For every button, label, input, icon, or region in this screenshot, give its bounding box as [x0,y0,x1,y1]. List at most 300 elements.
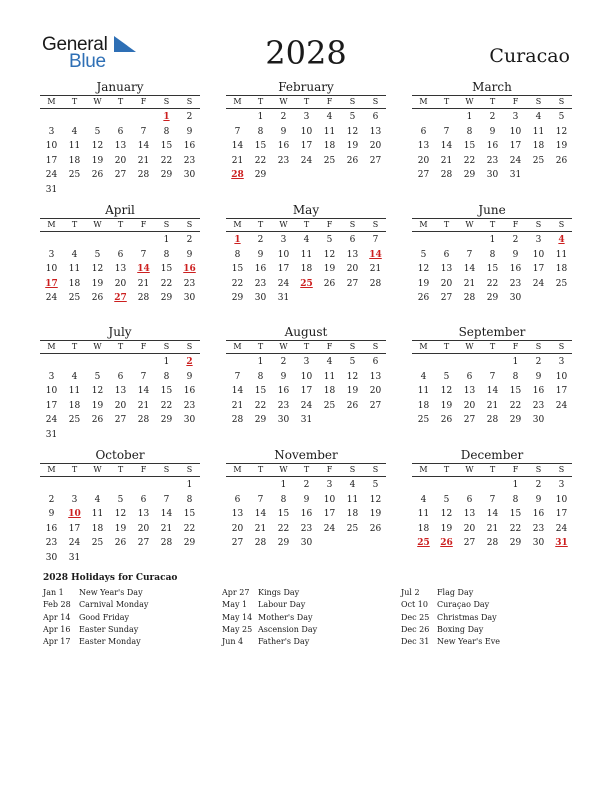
holiday-name: Boxing Day [437,624,484,634]
day-cell: 19 [555,141,568,151]
holiday-day-cell: 14 [137,264,150,274]
weekday-label: T [117,342,124,351]
year-title: 2028 [265,34,347,72]
day-cell: 31 [509,170,522,180]
day-cell: 29 [509,415,522,425]
empty-day-cell [435,110,458,125]
day-cell: 22 [231,278,244,289]
day-cell: 26 [91,170,104,180]
day-cell: 13 [369,371,382,382]
day-grid [226,233,386,306]
day-cell: 8 [163,371,170,382]
day-cell: 1 [257,357,264,367]
day-cell: 13 [417,141,430,151]
day-cell: 27 [137,538,150,548]
holiday-column [401,587,500,648]
day-cell: 16 [532,386,545,396]
empty-day-cell [63,478,86,493]
weekday-header-row [412,218,572,232]
day-cell: 9 [280,126,287,137]
month-name: March [472,80,512,94]
day-cell: 1 [163,357,170,367]
day-cell: 28 [486,538,499,548]
day-cell: 12 [323,249,336,260]
day-cell: 29 [509,538,522,548]
day-cell: 27 [417,170,430,180]
holiday-name: Flag Day [437,588,474,597]
day-cell: 28 [137,170,150,180]
day-cell: 8 [466,126,473,137]
weekday-label: M [419,342,428,351]
day-cell: 22 [509,400,522,411]
weekday-label: F [512,342,519,351]
day-cell: 24 [555,523,568,534]
month-july [40,325,200,442]
day-cell: 10 [300,371,313,382]
holiday-name: Ascension Day [258,624,318,634]
holiday-row [43,624,148,636]
day-cell: 13 [231,509,244,519]
day-cell: 12 [91,141,104,151]
day-cell: 8 [257,371,264,382]
day-grid [40,233,200,306]
holiday-date: Feb 28 [43,600,71,610]
empty-day-cell [40,110,63,125]
holiday-date: Jun 4 [222,637,244,647]
day-cell: 8 [489,249,496,260]
day-cell: 23 [532,523,545,534]
weekday-label: S [163,465,170,474]
weekday-label: W [465,97,474,106]
day-cell: 17 [45,155,58,166]
day-cell: 17 [68,523,81,534]
day-cell: 21 [231,155,244,166]
day-cell: 21 [486,400,499,411]
day-cell: 2 [280,357,287,367]
day-cell: 12 [440,386,453,396]
day-cell: 20 [463,523,476,534]
day-cell: 26 [346,155,359,166]
day-cell: 4 [349,480,356,490]
day-cell: 3 [303,112,310,122]
empty-day-cell [109,233,132,248]
day-cell: 21 [137,400,150,411]
day-cell: 8 [280,494,287,505]
day-cell: 19 [91,400,104,411]
day-grid [412,478,572,551]
weekday-label: T [489,220,496,229]
day-cell: 1 [466,112,473,122]
weekday-label: S [372,220,379,229]
empty-day-cell [63,110,86,125]
empty-day-cell [435,233,458,248]
day-cell: 5 [443,494,450,505]
weekday-label: F [512,465,519,474]
day-cell: 26 [91,415,104,425]
day-cell: 30 [532,538,545,548]
month-june [412,203,572,306]
day-cell: 27 [114,170,127,180]
weekday-label: T [443,220,450,229]
day-cell: 16 [277,386,290,396]
month-november [226,448,386,551]
day-cell: 14 [137,141,150,151]
day-cell: 9 [186,126,193,137]
holiday-row [222,636,317,648]
day-grid [40,478,200,565]
day-cell: 31 [68,552,81,563]
day-cell: 25 [68,170,81,180]
day-cell: 4 [94,494,101,505]
weekday-label: W [93,220,102,229]
holiday-day-cell: 1 [163,112,170,122]
day-cell: 10 [277,249,290,260]
day-cell: 22 [277,523,290,534]
day-cell: 20 [231,523,244,534]
day-cell: 18 [346,509,359,519]
weekday-header-row [226,95,386,109]
holiday-date: Dec 31 [401,637,430,647]
weekday-label: T [443,342,450,351]
holidays-title: 2028 Holidays for Curacao [43,573,178,583]
day-cell: 5 [94,249,101,260]
day-cell: 7 [466,249,473,260]
day-cell: 16 [509,264,522,274]
day-cell: 17 [277,264,290,274]
day-cell: 30 [509,293,522,303]
day-cell: 13 [346,249,359,260]
weekday-label: T [71,465,78,474]
weekday-label: T [257,342,264,351]
day-cell: 12 [555,126,568,137]
weekday-label: M [47,220,56,229]
weekday-header-row [226,218,386,232]
day-cell: 3 [535,235,542,245]
weekday-label: T [117,97,124,106]
day-cell: 15 [160,386,173,396]
day-cell: 5 [94,371,101,382]
month-name: December [460,448,524,462]
day-cell: 30 [183,415,196,425]
day-cell: 12 [346,126,359,137]
holiday-name: Father's Day [258,637,310,647]
empty-day-cell [412,233,435,248]
holiday-column [222,587,317,648]
day-cell: 6 [349,235,356,245]
weekday-label: S [372,465,379,474]
day-cell: 14 [440,141,453,151]
day-cell: 5 [372,480,379,490]
holiday-day-cell: 10 [68,509,81,519]
weekday-label: S [186,465,193,474]
day-cell: 17 [555,386,568,396]
month-name: June [478,203,506,217]
day-cell: 16 [532,509,545,519]
holiday-date: May 14 [222,612,253,622]
day-cell: 14 [160,509,173,519]
logo-text-blue: Blue [69,51,106,72]
weekday-label: S [558,220,565,229]
day-cell: 20 [440,278,453,289]
day-cell: 29 [160,293,173,303]
holiday-day-cell: 16 [183,264,196,274]
holiday-name: Easter Sunday [79,624,139,634]
day-cell: 24 [300,155,313,166]
empty-day-cell [109,355,132,370]
day-cell: 15 [160,264,173,274]
weekday-label: F [140,342,147,351]
weekday-label: T [303,465,310,474]
empty-day-cell [412,110,435,125]
weekday-label: S [349,465,356,474]
day-cell: 19 [323,264,336,274]
empty-day-cell [109,110,132,125]
day-cell: 9 [489,126,496,137]
day-cell: 31 [45,184,58,195]
day-cell: 8 [163,126,170,137]
day-cell: 15 [231,264,244,274]
day-cell: 21 [486,523,499,534]
country-title: Curacao [489,45,570,67]
holiday-date: Apr 27 [222,588,250,597]
day-cell: 29 [463,170,476,180]
day-cell: 24 [68,538,81,548]
empty-day-cell [86,478,109,493]
weekday-label: T [443,97,450,106]
holiday-name: New Year's Day [79,588,143,597]
day-cell: 8 [512,494,519,505]
day-cell: 13 [114,264,127,274]
day-cell: 15 [160,141,173,151]
holiday-date: Dec 26 [401,624,430,634]
day-cell: 15 [463,141,476,151]
day-cell: 16 [183,141,196,151]
empty-day-cell [226,110,249,125]
day-cell: 16 [254,264,267,274]
day-cell: 17 [300,141,313,151]
day-cell: 6 [443,249,450,260]
weekday-label: T [71,342,78,351]
day-cell: 15 [509,509,522,519]
day-cell: 26 [91,293,104,303]
day-cell: 2 [48,494,55,505]
day-cell: 24 [555,400,568,411]
day-cell: 19 [417,278,430,289]
day-cell: 21 [231,400,244,411]
weekday-header-row [412,463,572,477]
day-cell: 10 [45,141,58,151]
day-cell: 15 [486,264,499,274]
day-cell: 22 [254,400,267,411]
day-cell: 14 [463,264,476,274]
day-cell: 2 [186,235,193,245]
empty-day-cell [86,355,109,370]
day-cell: 30 [277,415,290,425]
day-cell: 7 [140,126,147,137]
weekday-label: F [326,465,333,474]
day-cell: 11 [68,141,81,151]
empty-day-cell [109,478,132,493]
weekday-label: T [489,465,496,474]
holiday-column [43,587,148,648]
weekday-header-row [40,340,200,354]
day-cell: 2 [303,480,310,490]
holiday-date: May 1 [222,600,248,610]
day-cell: 11 [323,371,336,382]
day-cell: 18 [555,264,568,274]
day-cell: 9 [280,371,287,382]
day-cell: 12 [369,494,382,505]
day-cell: 23 [183,400,196,411]
day-cell: 21 [137,155,150,166]
weekday-label: W [279,465,288,474]
day-cell: 26 [417,293,430,303]
day-cell: 18 [68,278,81,289]
holiday-row [43,599,148,611]
weekday-label: S [186,342,193,351]
day-cell: 22 [254,155,267,166]
day-cell: 5 [443,371,450,382]
day-cell: 23 [277,155,290,166]
day-cell: 3 [280,235,287,245]
day-cell: 8 [234,249,241,260]
day-cell: 12 [114,509,127,519]
weekday-label: W [465,342,474,351]
holiday-row [401,587,500,599]
holiday-name: Kings Day [258,588,300,597]
holiday-name: Labour Day [258,600,306,610]
day-cell: 23 [45,538,58,548]
day-cell: 17 [509,141,522,151]
empty-day-cell [435,478,458,493]
holiday-date: Apr 16 [43,624,71,634]
day-cell: 3 [512,112,519,122]
day-cell: 17 [532,264,545,274]
day-cell: 24 [277,278,290,289]
empty-day-cell [86,233,109,248]
holiday-name: Easter Monday [79,637,141,647]
day-cell: 18 [91,523,104,534]
day-cell: 6 [372,112,379,122]
holiday-day-cell: 2 [186,357,193,367]
day-cell: 28 [231,415,244,425]
day-cell: 1 [512,480,519,490]
holiday-day-cell: 1 [234,235,241,245]
weekday-label: F [326,97,333,106]
day-cell: 20 [137,523,150,534]
day-cell: 23 [183,278,196,289]
day-cell: 22 [509,523,522,534]
day-grid [412,355,572,428]
day-cell: 31 [300,415,313,425]
day-cell: 27 [114,415,127,425]
holiday-date: Oct 10 [401,600,428,610]
day-cell: 30 [45,552,58,563]
day-cell: 11 [417,509,430,519]
day-cell: 19 [369,509,382,519]
weekday-label: M [47,342,56,351]
holiday-day-cell: 27 [114,293,127,303]
weekday-label: M [47,97,56,106]
weekday-label: M [419,97,428,106]
day-cell: 18 [532,141,545,151]
day-cell: 8 [257,126,264,137]
empty-day-cell [481,478,504,493]
day-cell: 29 [183,538,196,548]
weekday-header-row [40,463,200,477]
day-cell: 4 [71,371,78,382]
weekday-label: T [303,342,310,351]
weekday-label: S [349,220,356,229]
day-cell: 29 [231,293,244,303]
holiday-row [401,636,500,648]
day-cell: 14 [231,386,244,396]
weekday-label: F [140,97,147,106]
day-cell: 8 [512,371,519,382]
day-cell: 17 [555,509,568,519]
day-cell: 26 [555,155,568,166]
empty-day-cell [86,110,109,125]
day-cell: 9 [303,494,310,505]
month-name: January [96,80,144,94]
empty-day-cell [435,355,458,370]
day-cell: 4 [71,249,78,260]
holiday-row [401,624,500,636]
holiday-day-cell: 14 [369,249,382,260]
day-cell: 10 [323,494,336,505]
weekday-label: M [419,220,428,229]
day-cell: 12 [91,264,104,274]
day-cell: 12 [417,264,430,274]
day-cell: 2 [280,112,287,122]
day-cell: 23 [509,278,522,289]
holiday-row [222,624,317,636]
day-cell: 4 [420,371,427,382]
day-cell: 7 [163,494,170,505]
month-may [226,203,386,306]
day-cell: 1 [512,357,519,367]
day-cell: 5 [349,112,356,122]
holiday-date: Jan 1 [43,588,64,597]
day-cell: 13 [463,386,476,396]
day-cell: 14 [486,386,499,396]
day-cell: 22 [463,155,476,166]
month-name: August [284,325,328,339]
weekday-label: S [349,97,356,106]
day-cell: 13 [463,509,476,519]
day-cell: 15 [509,386,522,396]
month-name: October [95,448,145,462]
day-cell: 11 [346,494,359,505]
day-cell: 8 [163,249,170,260]
day-cell: 26 [114,538,127,548]
empty-day-cell [132,110,155,125]
day-grid [40,355,200,442]
day-cell: 24 [532,278,545,289]
day-cell: 29 [160,415,173,425]
month-october [40,448,200,565]
day-cell: 23 [486,155,499,166]
weekday-label: T [117,220,124,229]
weekday-header-row [412,340,572,354]
holiday-day-cell: 25 [300,278,313,289]
day-cell: 22 [183,523,196,534]
day-cell: 7 [234,371,241,382]
day-cell: 7 [489,494,496,505]
day-cell: 4 [535,112,542,122]
day-cell: 22 [160,278,173,289]
weekday-label: F [326,342,333,351]
